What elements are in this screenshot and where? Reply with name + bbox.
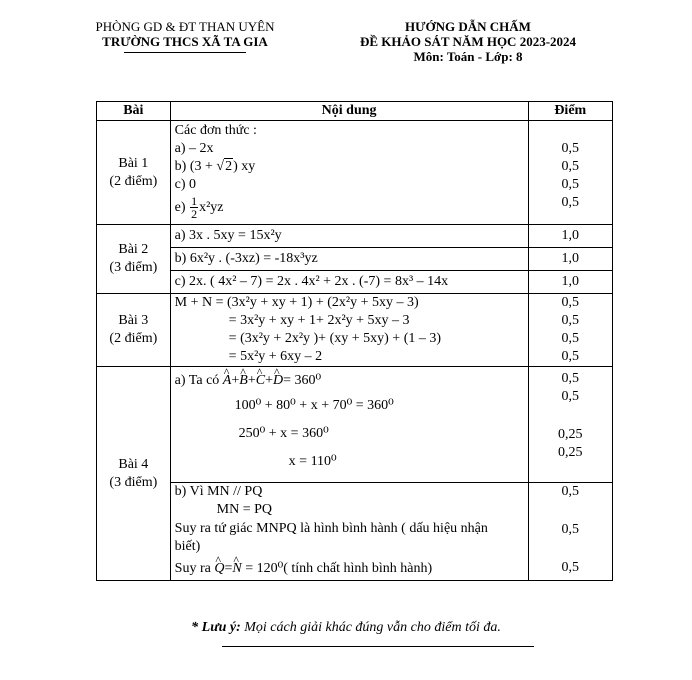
bai3-score-1: 0,5 — [561, 295, 579, 310]
bai4b-score-3: 0,5 — [561, 560, 579, 575]
bai1-c: c) 0 — [174, 177, 197, 192]
bai1-points: (2 điểm) — [109, 173, 158, 189]
angle-d: ^ D — [273, 370, 283, 392]
bai4a-angles: a) Ta có ^ A+^ B+^ C+^ D= 360⁰ — [175, 370, 524, 392]
bai3-score-2: 0,5 — [561, 313, 579, 328]
header-noi-dung: Nội dung — [170, 102, 528, 121]
header-left — [70, 19, 300, 49]
bai2-points: (3 điểm) — [109, 260, 158, 275]
bai2-b: b) 6x²y . (-3xz) = -18x³yz — [170, 248, 528, 271]
bai3-content — [170, 294, 528, 367]
bai1-a: a) – 2x — [174, 141, 214, 156]
grading-table — [96, 101, 613, 581]
bai3-line-3: = (3x²y + 2x²y )+ (xy + 5xy) + (1 – 3) — [228, 331, 442, 346]
table-row-bai3 — [97, 294, 613, 367]
bai3-score-4: 0,5 — [561, 349, 579, 364]
bai3-line-2: = 3x²y + xy + 1+ 2x²y + 5xy – 3 — [228, 313, 410, 328]
angle-c: ^ C — [256, 370, 265, 392]
bai4-points: (3 điểm) — [109, 474, 158, 490]
bai4b-line-1: b) Vì MN // PQ — [174, 484, 263, 499]
school-name: TRƯỜNG THCS XÃ TA GIA — [102, 34, 268, 49]
table-header-row — [97, 102, 613, 121]
header-bai: Bài — [97, 102, 171, 121]
table-row-bai4b — [97, 483, 613, 581]
subject-line: Môn: Toán - Lớp: 8 — [413, 49, 523, 64]
bai2-c: c) 2x. ( 4x² – 7) = 2x . 4x² + 2x . (-7) = 8x³ – 14x — [170, 271, 528, 294]
table-row-bai2a — [97, 225, 613, 248]
bai3-line-4: = 5x²y + 6xy – 2 — [228, 349, 323, 364]
bai1-intro: Các đơn thức : — [174, 123, 257, 138]
bai3-name: Bài 3 — [118, 313, 149, 328]
bai4a-score-4: 0,25 — [558, 445, 583, 460]
bai3-score-3: 0,5 — [561, 331, 579, 346]
bai4b-line-3: Suy ra tứ giác MNPQ là hình bình hành ( dấu hiệu nhận biết) — [174, 521, 488, 554]
bai4b-scores — [528, 483, 612, 581]
angle-a: ^ A — [223, 370, 232, 392]
bai2-score-a: 1,0 — [528, 225, 612, 248]
bai2-score-b: 1,0 — [528, 248, 612, 271]
footer-note — [0, 620, 692, 636]
bai1-e-post: x²yz — [199, 200, 224, 215]
bai3-points: (2 điểm) — [109, 331, 158, 346]
bai4b-pre: Suy ra — [174, 561, 215, 576]
fraction — [190, 195, 198, 220]
bai1-scores — [528, 121, 612, 225]
bai4a-score-2: 0,5 — [561, 389, 579, 404]
bai1-b — [175, 158, 524, 176]
table-row-bai1 — [97, 121, 613, 225]
bai2-a: a) 3x . 5xy = 15x²y — [170, 225, 528, 248]
bai4b-line-4: Suy ra ^ Q=^ N = 120⁰( tính chất hình bình hành) — [175, 558, 524, 580]
angle-q: ^ Q — [214, 558, 224, 580]
table-row-bai2b — [97, 248, 613, 271]
exam-title: ĐỀ KHẢO SÁT NĂM HỌC 2023-2024 — [359, 34, 577, 49]
bai1-label — [97, 121, 171, 225]
bai2-label — [97, 225, 171, 294]
bai4-label — [97, 367, 171, 581]
bai3-label — [97, 294, 171, 367]
note-text: Mọi cách giải khác đúng vẫn cho điểm tối đa. — [240, 620, 501, 635]
bai2-name: Bài 2 — [118, 242, 149, 257]
angle-n: ^ N — [232, 558, 241, 580]
bai1-name: Bài 1 — [118, 155, 149, 171]
bai1-score-c: 0,5 — [561, 177, 579, 192]
bai3-scores — [528, 294, 612, 367]
bai1-e-pre: e) — [174, 200, 190, 215]
fraction-denominator: 2 — [191, 207, 198, 222]
bai4a-score-3: 0,25 — [558, 427, 583, 442]
bai4a-sum: = 360⁰ — [283, 373, 322, 388]
bai1-score-e: 0,5 — [561, 195, 579, 210]
bai4-name: Bài 4 — [118, 456, 149, 472]
header-diem: Điểm — [528, 102, 612, 121]
bai1-score-b: 0,5 — [561, 159, 579, 174]
bai4a-eq3: x = 110⁰ — [288, 454, 337, 469]
bai1-e — [175, 194, 524, 222]
bai3-line-1: M + N = (3x²y + xy + 1) + (2x²y + 5xy – 3) — [174, 295, 419, 310]
header-left-underline — [124, 52, 246, 53]
fraction-numerator: 1 — [191, 194, 198, 209]
table-row-bai2c — [97, 271, 613, 294]
department-name: PHÒNG GD & ĐT THAN UYÊN — [95, 19, 275, 34]
bai4a-scores — [528, 367, 612, 483]
bai2-score-c: 1,0 — [528, 271, 612, 294]
bai1-b-post: ) xy — [233, 159, 256, 174]
angle-b: ^ B — [239, 370, 248, 392]
header-right — [318, 19, 618, 64]
bai4a-pre: a) Ta có — [174, 373, 223, 388]
bai4b-content — [170, 483, 528, 581]
bai4a-eq2: 250⁰ + x = 360⁰ — [238, 426, 329, 441]
bai4b-score-1: 0,5 — [561, 484, 579, 499]
note-underline — [222, 646, 534, 647]
bai4b-line-2: MN = PQ — [216, 502, 273, 517]
bai4a-score-1: 0,5 — [561, 371, 579, 386]
doc-title: HƯỚNG DẪN CHẤM — [405, 19, 531, 34]
bai1-b-radicand: 2 — [225, 159, 233, 174]
note-label: * Lưu ý: — [191, 620, 241, 635]
sqrt-symbol: √2 — [216, 159, 233, 174]
bai1-b-pre: b) (3 + — [174, 159, 217, 174]
bai4b-score-2: 0,5 — [561, 522, 579, 537]
table-row-bai4a — [97, 367, 613, 483]
bai4a-eq1: 100⁰ + 80⁰ + x + 70⁰ = 360⁰ — [234, 398, 394, 413]
bai4a-content — [170, 367, 528, 483]
bai1-content — [170, 121, 528, 225]
bai4b-post: = 120⁰( tính chất hình bình hành) — [241, 561, 433, 576]
bai1-score-a: 0,5 — [561, 141, 579, 156]
